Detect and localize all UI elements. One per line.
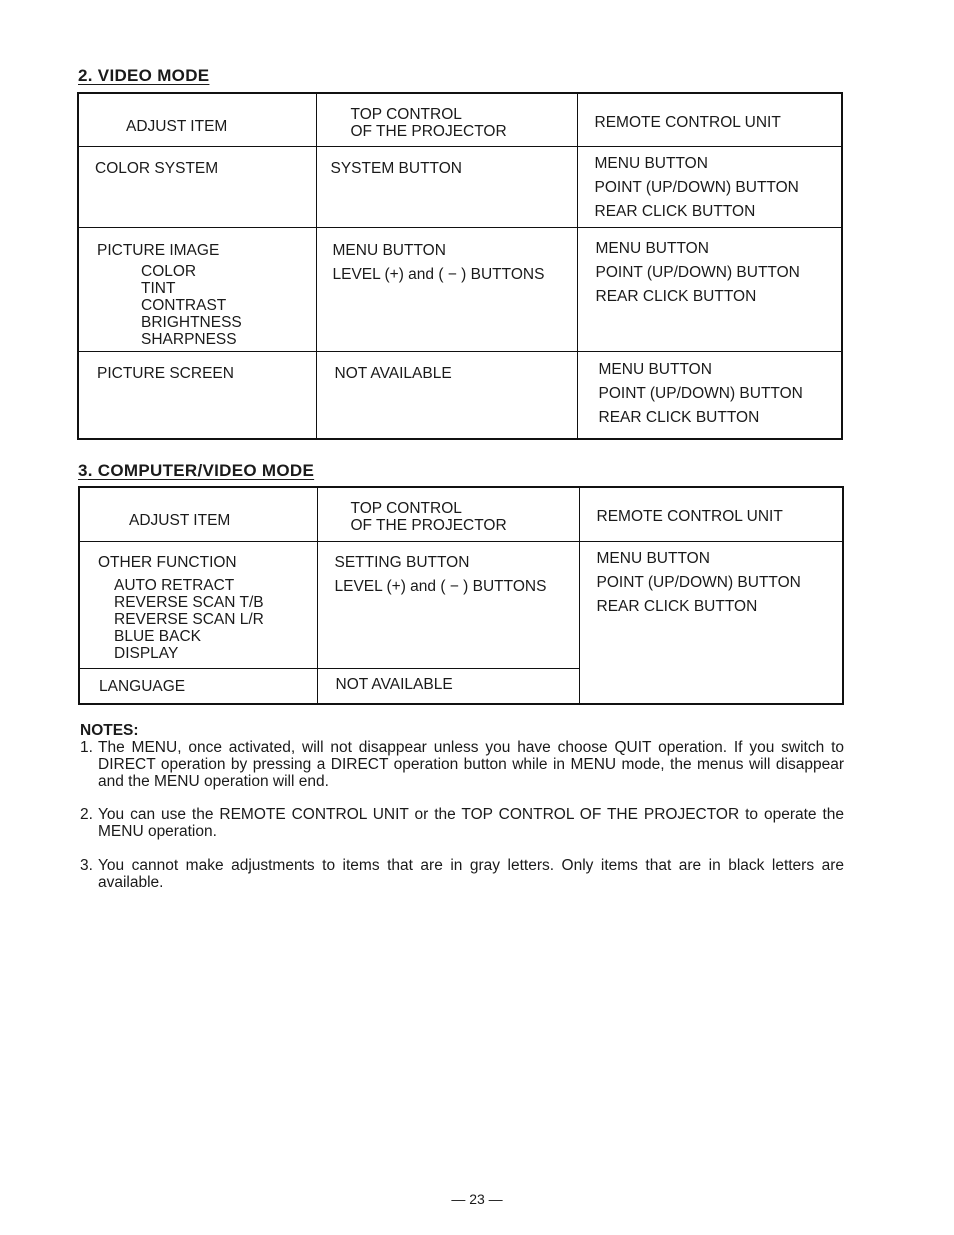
header-adjust-item: ADJUST ITEM xyxy=(78,93,316,146)
section-title-computer-video-mode: 3. COMPUTER/VIDEO MODE xyxy=(78,461,315,480)
row-remote-other-function: MENU BUTTON POINT (UP/DOWN) BUTTON REAR CLICK BUTTON xyxy=(579,541,843,704)
row-item-picture-screen: PICTURE SCREEN xyxy=(78,351,316,439)
row-remote-picture-screen: MENU BUTTON POINT (UP/DOWN) BUTTON REAR CLICK BUTTON xyxy=(577,351,842,439)
table-row xyxy=(78,146,842,227)
page-number: — 23 — xyxy=(451,1191,503,1207)
row-control-other-function: SETTING BUTTON LEVEL (+) and ( − ) BUTTONS xyxy=(317,541,579,668)
table-row xyxy=(79,541,843,668)
row-control-picture-screen: NOT AVAILABLE xyxy=(316,351,577,439)
row-remote-color-system: MENU BUTTON POINT (UP/DOWN) BUTTON REAR CLICK BUTTON xyxy=(577,146,842,227)
note-item: 3. You cannot make adjustments to items that are in gray letters. Only items that are in black letters are available. xyxy=(80,857,844,891)
header-top-control: TOP CONTROL OF THE PROJECTOR xyxy=(316,93,577,146)
note-item: 2. You can use the REMOTE CONTROL UNIT or the TOP CONTROL OF THE PROJECTOR to operate the MENU operation. xyxy=(80,806,844,840)
header-top-control: TOP CONTROL OF THE PROJECTOR xyxy=(317,487,579,541)
row-item-other-function: OTHER FUNCTION AUTO RETRACT REVERSE SCAN T/B REVERSE SCAN L/R BLUE BACK DISPLAY xyxy=(79,541,317,668)
table-row xyxy=(78,351,842,439)
row-item-language: LANGUAGE xyxy=(79,668,317,704)
table-header-row xyxy=(79,487,843,541)
table-row xyxy=(78,227,842,351)
header-remote-control-unit: REMOTE CONTROL UNIT xyxy=(579,487,843,541)
computer-video-mode-table xyxy=(78,486,844,705)
row-item-color-system: COLOR SYSTEM xyxy=(78,146,316,227)
section-title-video-mode: 2. VIDEO MODE xyxy=(78,66,210,85)
row-control-language: NOT AVAILABLE xyxy=(317,668,579,704)
header-adjust-item: ADJUST ITEM xyxy=(79,487,317,541)
note-item: 1. The MENU, once activated, will not disappear unless you have choose QUIT operation. If you switch to DIRECT operation by pressing a DIRECT operation button while in MENU mode, the menus will disappear and the MENU operation will end. xyxy=(80,739,844,790)
header-remote-control-unit: REMOTE CONTROL UNIT xyxy=(577,93,842,146)
table-header-row xyxy=(78,93,842,146)
notes-title: NOTES: xyxy=(80,722,139,739)
row-control-color-system: SYSTEM BUTTON xyxy=(316,146,577,227)
row-item-picture-image: PICTURE IMAGE COLOR TINT CONTRAST BRIGHTNESS SHARPNESS xyxy=(78,227,316,351)
row-remote-picture-image: MENU BUTTON POINT (UP/DOWN) BUTTON REAR CLICK BUTTON xyxy=(577,227,842,351)
row-control-picture-image: MENU BUTTON LEVEL (+) and ( − ) BUTTONS xyxy=(316,227,577,351)
video-mode-table xyxy=(77,92,843,440)
